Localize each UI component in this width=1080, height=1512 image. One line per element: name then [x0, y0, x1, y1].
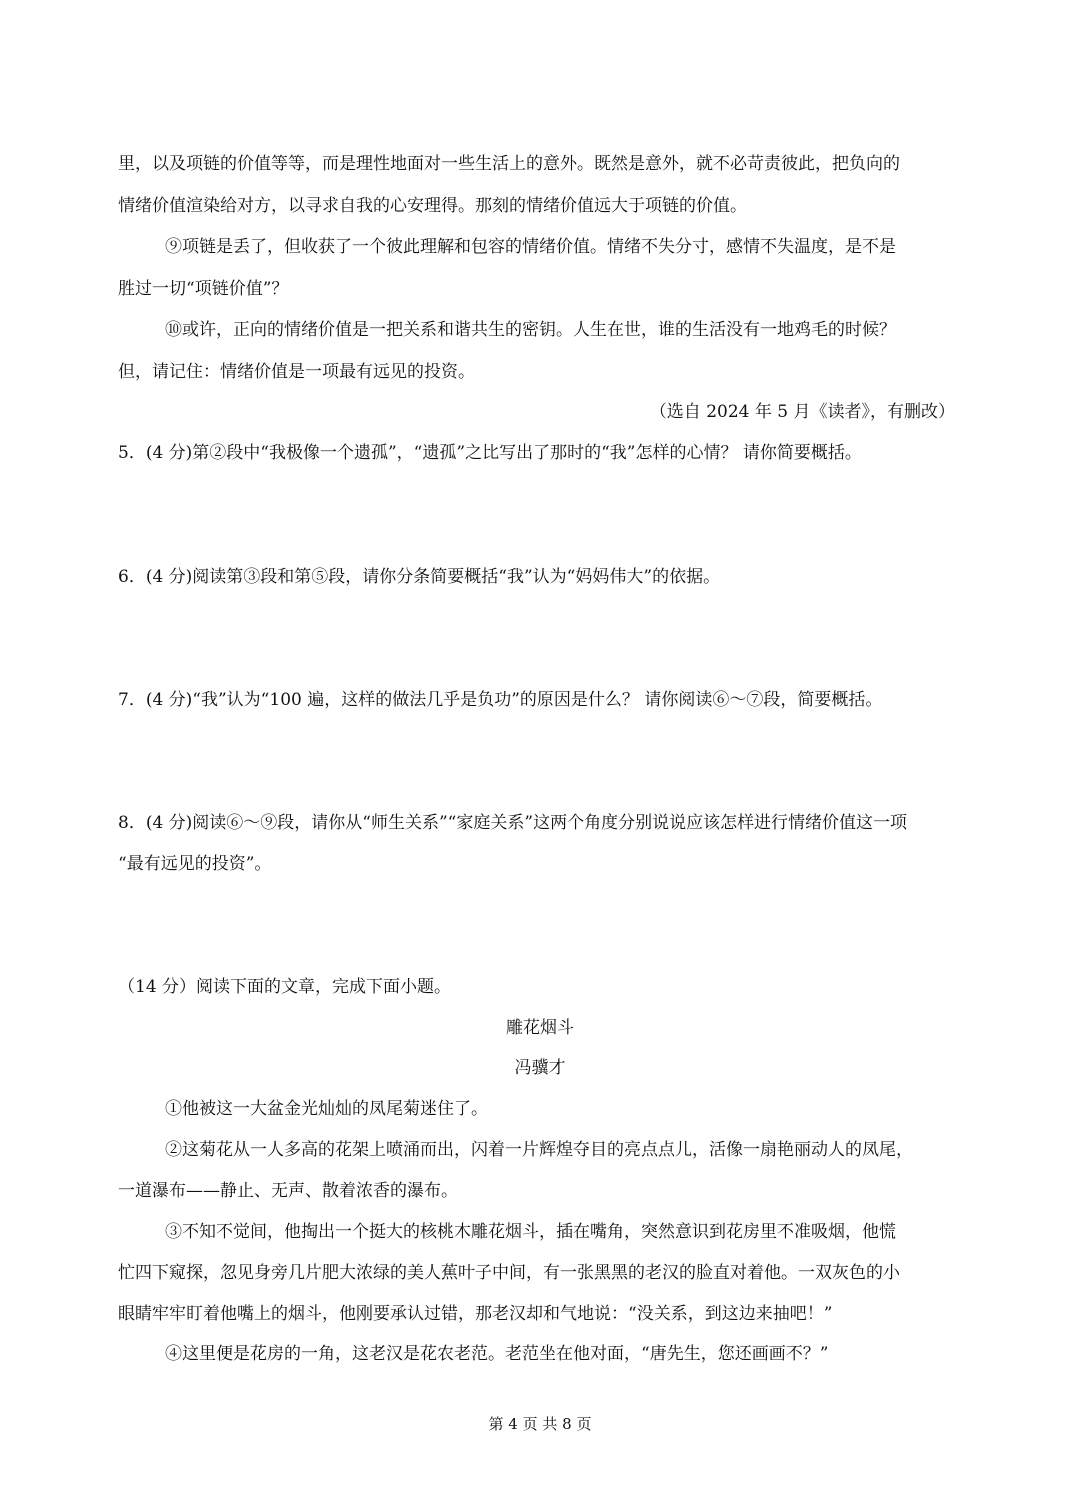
- question-7: 7．(4 分)“我”认为“100 遍，这样的做法几乎是负功”的原因是什么？ 请你阅读⑥～⑦段，简要概括。: [118, 690, 883, 710]
- article-line: 一道瀑布——静止、无声、散着浓香的瀑布。: [118, 1181, 458, 1201]
- article-paragraph-1: ①他被这一大盆金光灿灿的凤尾菊迷住了。: [165, 1099, 488, 1119]
- passage-line: 胜过一切“项链价值”？: [118, 279, 289, 299]
- passage-source: （选自 2024 年 5 月《读者》，有删改）: [649, 402, 955, 422]
- page-footer: 第 4 页 共 8 页: [488, 1415, 592, 1433]
- article-line: 忙四下窥探，忽见身旁几片肥大浓绿的美人蕉叶子中间，有一张黑黑的老汉的脸直对着他。一双灰色的小: [118, 1263, 900, 1283]
- question-5: 5．(4 分)第②段中“我极像一个遗孤”，“遗孤”之比写出了那时的“我”怎样的心情？ 请你简要概括。: [118, 443, 862, 463]
- section-intro: （14 分）阅读下面的文章，完成下面小题。: [118, 977, 452, 997]
- passage-line: 情绪价值渲染给对方，以寻求自我的心安理得。那刻的情绪价值远大于项链的价值。: [118, 196, 747, 216]
- article-title: 雕花烟斗: [506, 1018, 574, 1038]
- article-line: 眼睛牢牢盯着他嘴上的烟斗，他刚要承认过错，那老汉却和气地说：“没关系，到这边来抽吧！”: [118, 1304, 833, 1324]
- article-author: 冯骥才: [514, 1058, 566, 1078]
- question-6: 6．(4 分)阅读第③段和第⑤段，请你分条简要概括“我”认为“妈妈伟大”的依据。: [118, 567, 721, 587]
- passage-line: 但，请记住：情绪价值是一项最有远见的投资。: [118, 362, 475, 382]
- article-paragraph-3: ③不知不觉间，他掏出一个挺大的核桃木雕花烟斗，插在嘴角，突然意识到花房里不准吸烟，他慌: [165, 1222, 896, 1242]
- question-8: 8．(4 分)阅读⑥～⑨段，请你从“师生关系”“家庭关系”这两个角度分别说说应该怎样进行情绪价值这一项: [118, 813, 908, 833]
- question-8-continued: “最有远见的投资”。: [118, 854, 272, 874]
- passage-paragraph-9: ⑨项链是丢了，但收获了一个彼此理解和包容的情绪价值。情绪不失分寸，感情不失温度，是不是: [165, 237, 896, 257]
- passage-line: 里，以及项链的价值等等，而是理性地面对一些生活上的意外。既然是意外，就不必苛责彼此，把负向的: [118, 154, 900, 174]
- article-paragraph-4: ④这里便是花房的一角，这老汉是花农老范。老范坐在他对面，“唐先生，您还画画不？”: [165, 1344, 829, 1364]
- passage-paragraph-10: ⑩或许，正向的情绪价值是一把关系和谐共生的密钥。人生在世，谁的生活没有一地鸡毛的时候？: [165, 320, 896, 340]
- article-paragraph-2: ②这菊花从一人多高的花架上喷涌而出，闪着一片辉煌夺目的亮点点儿，活像一扇艳丽动人的凤尾，: [165, 1140, 913, 1160]
